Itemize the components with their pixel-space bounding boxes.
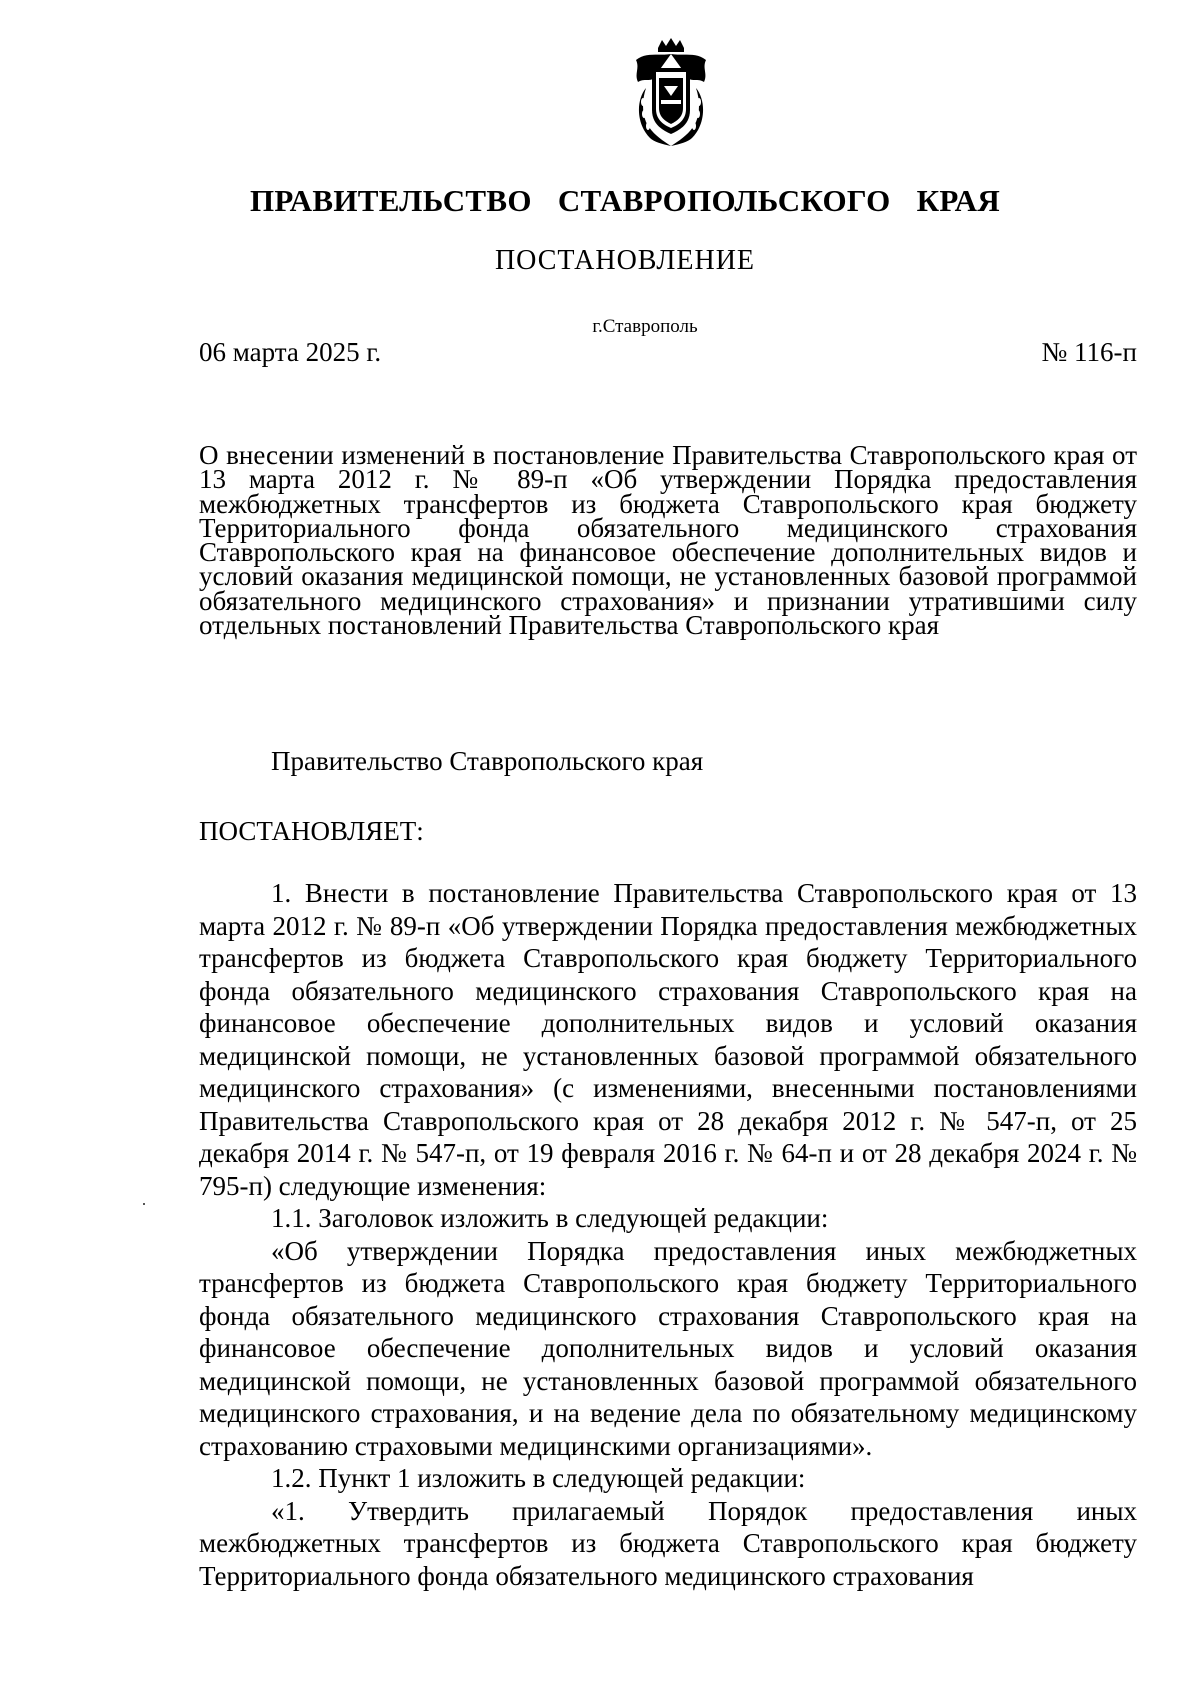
document-date: 06 марта 2025 г. xyxy=(199,337,382,367)
government-name: Правительство Ставропольского края xyxy=(271,746,704,776)
government-title: ПРАВИТЕЛЬСТВО СТАВРОПОЛЬСКОГО КРАЯ xyxy=(249,183,1001,218)
document-body xyxy=(199,877,1137,1592)
paragraph: 1.1. Заголовок изложить в следующей редакции: xyxy=(271,1203,829,1233)
document-subject: О внесении изменений в постановление Правительства Ставропольского края от 13 марта 2012 г. № 89-п «Об утверждении Порядка предоставления межбюджетных трансфертов из бюджета Ставропольского края бюджету Территориального фонда обязательного медицинского страхования Ставропольского края на финансовое обеспечение дополнительных видов и условий оказания медицинской помощи, не установленных базовой программой обязательного медицинского страхования» и признании утратившими силу отдельных постановлений Правительства Ставропольского края xyxy=(199,440,1137,641)
paragraph: «Об утверждении Порядка предоставления иных межбюджетных трансфертов из бюджета Ставропольского края бюджету Территориального фонда обязательного медицинского страхования Ставропольского края на финансовое обеспечение дополнительных видов и условий оказания медицинской помощи, не установленных базовой программой обязательного медицинского страхования, и на ведение дела по обязательному медицинскому страхованию страховыми медицинскими организациями». xyxy=(199,1235,1137,1461)
paragraph: «1. Утвердить прилагаемый Порядок предоставления иных межбюджетных трансфертов из бюджета Ставропольского края бюджету Территориального фонда обязательного медицинского страхования xyxy=(199,1495,1137,1591)
document-type: ПОСТАНОВЛЕНИЕ xyxy=(494,245,756,276)
paragraph: 1.2. Пункт 1 изложить в следующей редакции: xyxy=(271,1463,806,1493)
coat-of-arms-emblem xyxy=(628,38,714,150)
resolves-heading: ПОСТАНОВЛЯЕТ: xyxy=(199,816,424,846)
document-number: № 116-п xyxy=(1041,337,1137,367)
scan-speck xyxy=(143,1203,145,1205)
city: г.Ставрополь xyxy=(592,316,698,337)
paragraph: 1. Внести в постановление Правительства Ставропольского края от 13 марта 2012 г. № 89-п «Об утверждении Порядка предоставления межбюджетных трансфертов из бюджета Ставропольского края бюджету Территориального фонда обязательного медицинского страхования Ставропольского края на финансовое обеспечение дополнительных видов и условий оказания медицинской помощи, не установленных базовой программой обязательного медицинского страхования» (с изменениями, внесенными постановлениями Правительства Ставропольского края от 28 декабря 2012 г. № 547-п, от 25 декабря 2014 г. № 547-п, от 19 февраля 2016 г. № 64-п и от 28 декабря 2024 г. № 795-п) следующие изменения: xyxy=(199,878,1137,1201)
